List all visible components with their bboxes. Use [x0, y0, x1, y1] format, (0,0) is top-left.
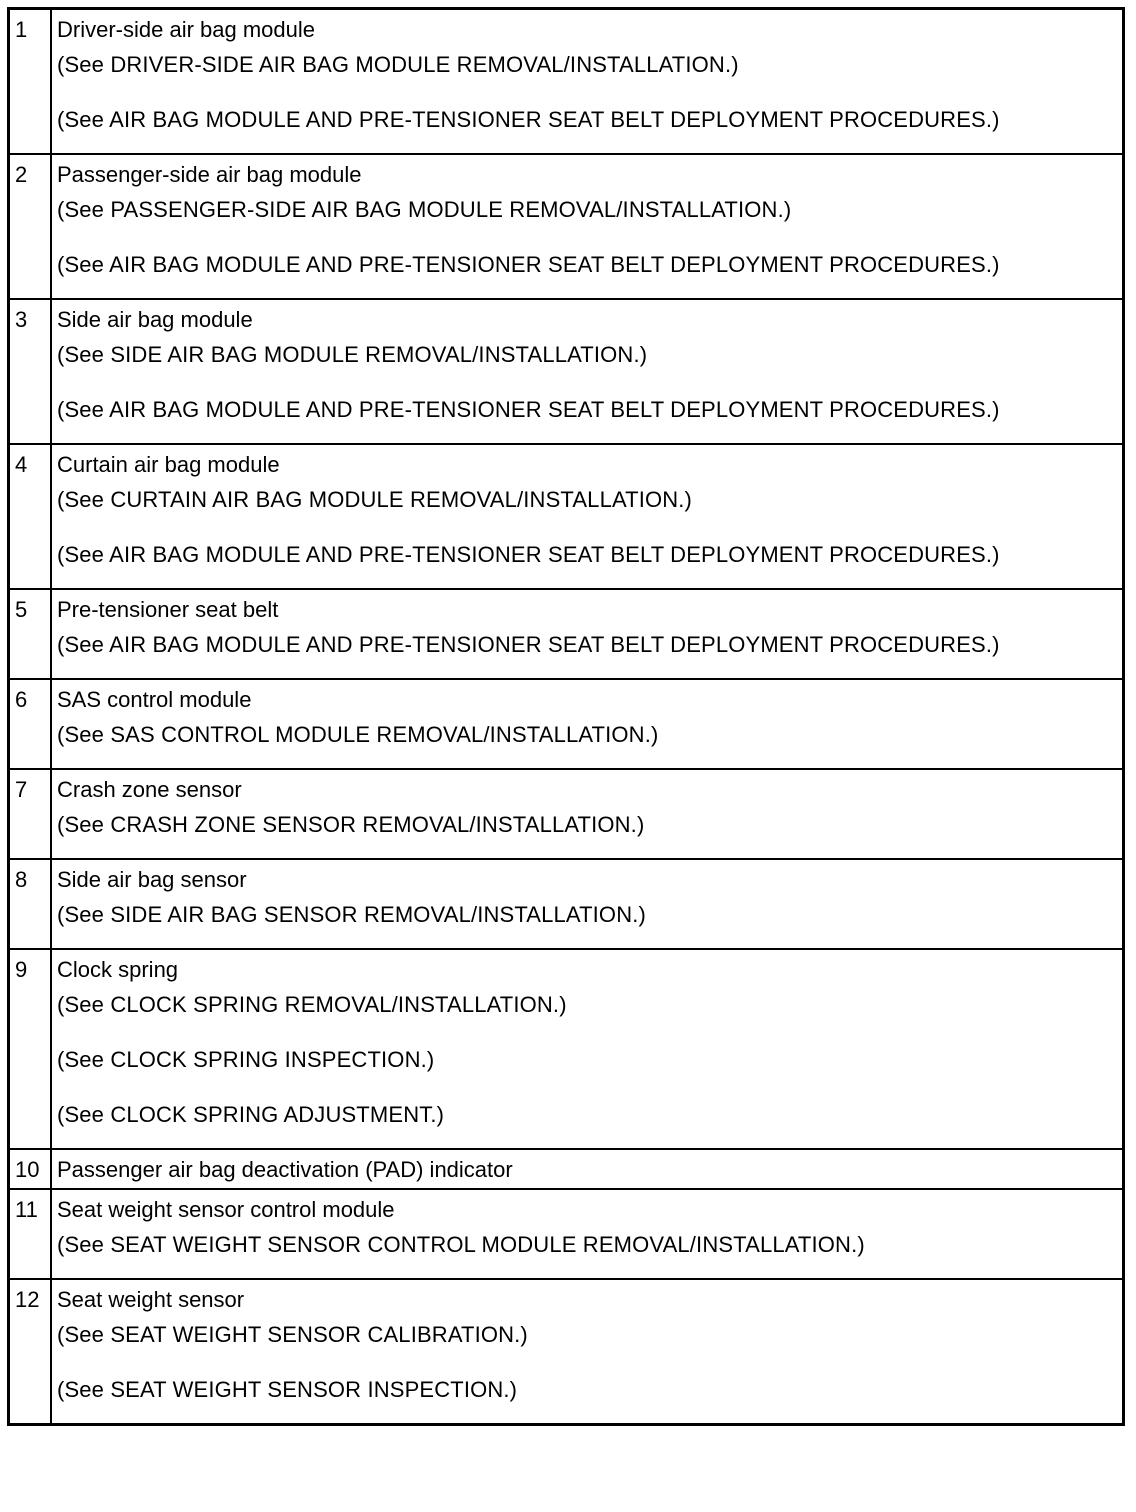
item-number: 4 [9, 444, 52, 589]
table-row [9, 769, 1124, 859]
table-row [9, 1149, 1124, 1189]
procedure-reference: (See AIR BAG MODULE AND PRE-TENSIONER SEAT BELT DEPLOYMENT PROCEDURES.) [57, 632, 1000, 657]
item-content [51, 769, 1124, 859]
procedure-reference: (See AIR BAG MODULE AND PRE-TENSIONER SEAT BELT DEPLOYMENT PROCEDURES.) [57, 397, 1000, 422]
item-content [51, 1149, 1124, 1189]
item-number: 8 [9, 859, 52, 949]
procedure-reference: (See CURTAIN AIR BAG MODULE REMOVAL/INSTALLATION.) [57, 487, 693, 512]
item-content [51, 1189, 1124, 1279]
component-name: Passenger air bag deactivation (PAD) indicator [57, 1157, 513, 1182]
item-number: 6 [9, 679, 52, 769]
table-row [9, 1189, 1124, 1279]
item-number: 3 [9, 299, 52, 444]
component-name: Clock spring [57, 957, 179, 982]
procedure-reference: (See CLOCK SPRING REMOVAL/INSTALLATION.) [57, 992, 567, 1017]
item-content [51, 1279, 1124, 1425]
item-number: 5 [9, 589, 52, 679]
component-name: Seat weight sensor [57, 1287, 245, 1312]
item-number: 2 [9, 154, 52, 299]
table-body [9, 9, 1124, 1425]
table-row [9, 299, 1124, 444]
procedure-reference: (See CRASH ZONE SENSOR REMOVAL/INSTALLATION.) [57, 812, 645, 837]
procedure-reference: (See SEAT WEIGHT SENSOR INSPECTION.) [57, 1377, 518, 1402]
procedure-reference: (See SIDE AIR BAG MODULE REMOVAL/INSTALLATION.) [57, 342, 648, 367]
procedure-reference: (See SIDE AIR BAG SENSOR REMOVAL/INSTALLATION.) [57, 902, 646, 927]
item-content [51, 859, 1124, 949]
item-number: 11 [9, 1189, 52, 1279]
item-content [51, 9, 1124, 155]
procedure-reference: (See CLOCK SPRING ADJUSTMENT.) [57, 1102, 445, 1127]
procedure-reference: (See CLOCK SPRING INSPECTION.) [57, 1047, 435, 1072]
item-content [51, 444, 1124, 589]
procedure-reference: (See SEAT WEIGHT SENSOR CALIBRATION.) [57, 1322, 528, 1347]
procedure-reference: (See SAS CONTROL MODULE REMOVAL/INSTALLATION.) [57, 722, 659, 747]
component-name: SAS control module [57, 687, 252, 712]
component-name: Passenger-side air bag module [57, 162, 362, 187]
item-content [51, 679, 1124, 769]
item-number: 7 [9, 769, 52, 859]
component-name: Crash zone sensor [57, 777, 242, 802]
item-number: 12 [9, 1279, 52, 1425]
component-name: Driver-side air bag module [57, 17, 315, 42]
table-row [9, 859, 1124, 949]
procedure-reference: (See DRIVER-SIDE AIR BAG MODULE REMOVAL/INSTALLATION.) [57, 52, 739, 77]
procedure-reference: (See AIR BAG MODULE AND PRE-TENSIONER SEAT BELT DEPLOYMENT PROCEDURES.) [57, 252, 1000, 277]
table-row [9, 679, 1124, 769]
component-name: Pre-tensioner seat belt [57, 597, 279, 622]
procedure-reference: (See PASSENGER-SIDE AIR BAG MODULE REMOVAL/INSTALLATION.) [57, 197, 792, 222]
table-row [9, 154, 1124, 299]
item-number: 10 [9, 1149, 52, 1189]
procedure-reference: (See AIR BAG MODULE AND PRE-TENSIONER SEAT BELT DEPLOYMENT PROCEDURES.) [57, 107, 1000, 132]
procedure-reference: (See SEAT WEIGHT SENSOR CONTROL MODULE REMOVAL/INSTALLATION.) [57, 1232, 865, 1257]
table-row [9, 444, 1124, 589]
components-table [7, 7, 1125, 1426]
item-number: 1 [9, 9, 52, 155]
item-content [51, 299, 1124, 444]
procedure-reference: (See AIR BAG MODULE AND PRE-TENSIONER SEAT BELT DEPLOYMENT PROCEDURES.) [57, 542, 1000, 567]
item-content [51, 949, 1124, 1149]
table-row [9, 589, 1124, 679]
item-number: 9 [9, 949, 52, 1149]
table-row [9, 949, 1124, 1149]
item-content [51, 154, 1124, 299]
component-name: Seat weight sensor control module [57, 1197, 395, 1222]
component-name: Side air bag module [57, 307, 253, 332]
table-row [9, 1279, 1124, 1425]
component-name: Curtain air bag module [57, 452, 280, 477]
table-row [9, 9, 1124, 155]
component-name: Side air bag sensor [57, 867, 247, 892]
item-content [51, 589, 1124, 679]
